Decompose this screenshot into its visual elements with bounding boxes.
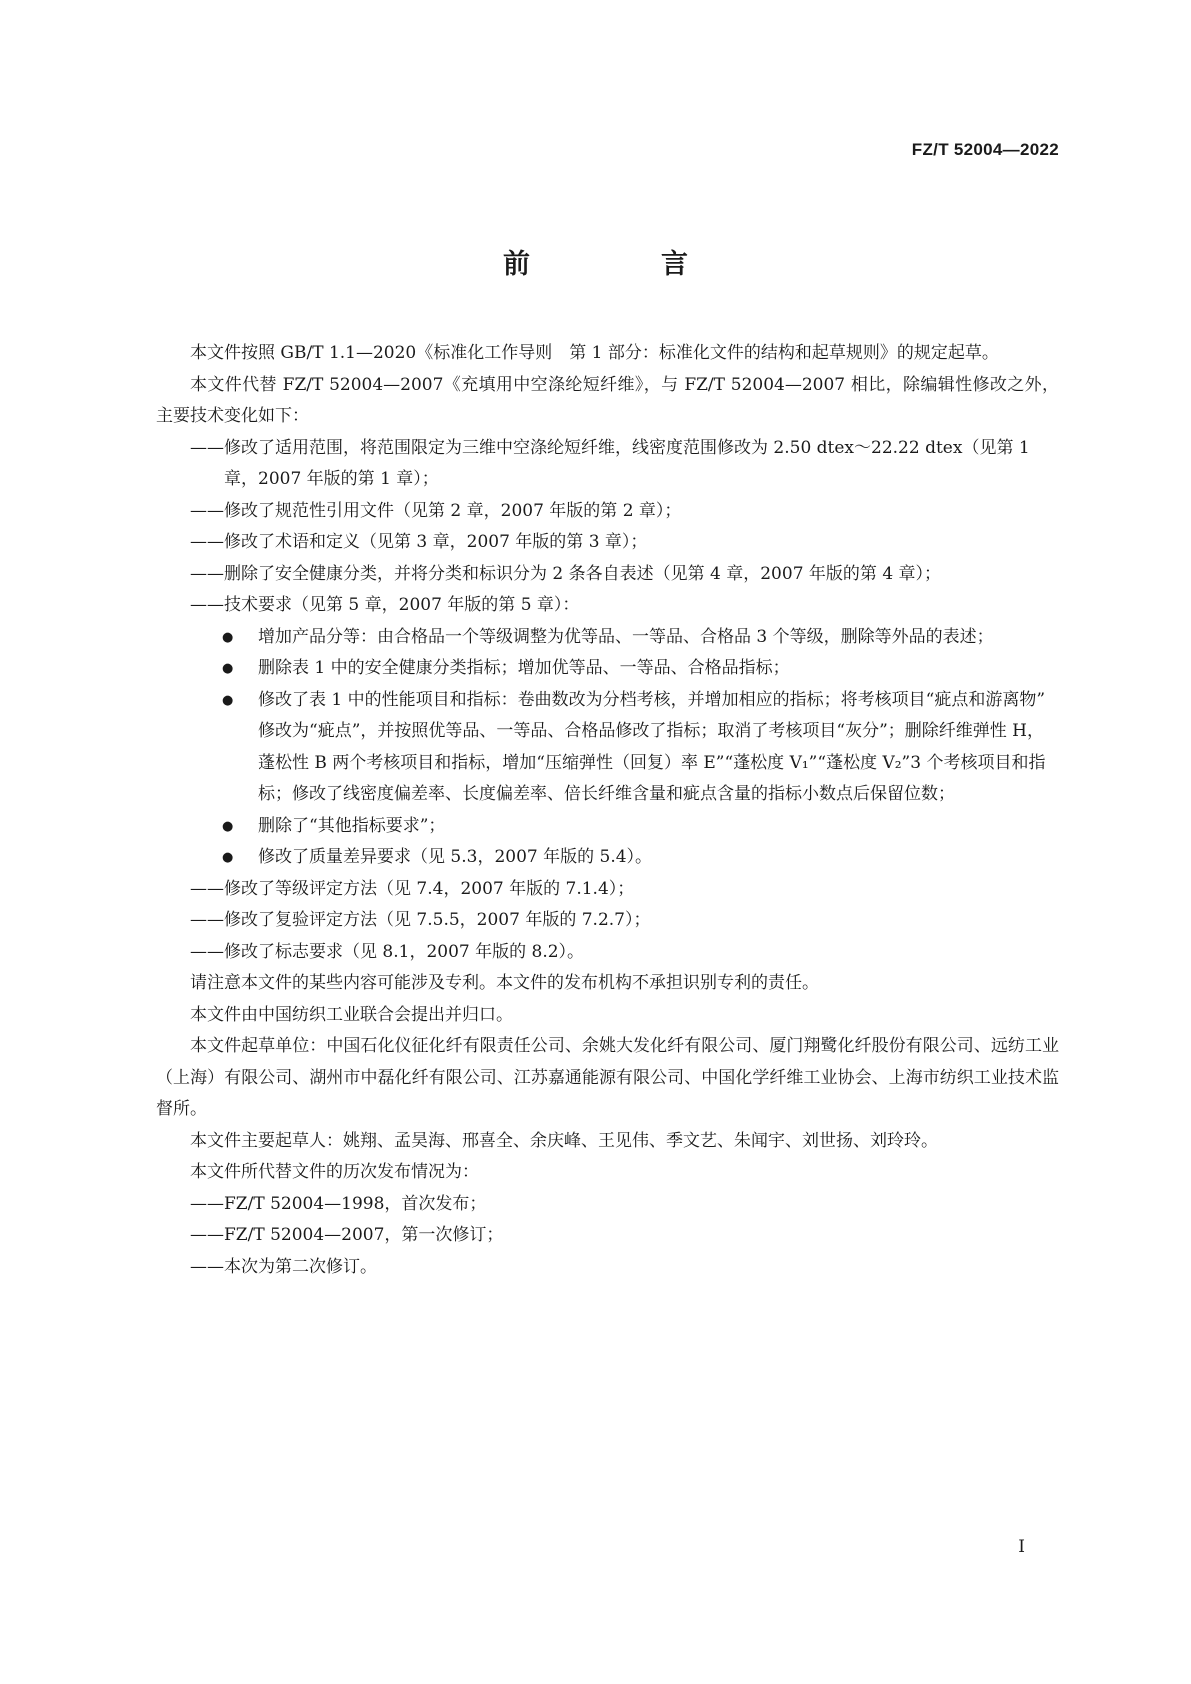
change-item: ——修改了复验评定方法（见 7.5.5，2007 年版的 7.2.7）； [190, 910, 651, 930]
change-item: ——技术要求（见第 5 章，2007 年版的第 5 章）： [190, 595, 580, 615]
change-item: ——修改了术语和定义（见第 3 章，2007 年版的第 3 章）； [190, 532, 648, 552]
note-paragraph: 请注意本文件的某些内容可能涉及专利。本文件的发布机构不承担识别专利的责任。 [190, 973, 819, 993]
bullet-text: 修改了质量差异要求（见 5.3，2007 年版的 5.4）。 [258, 847, 653, 867]
bullet-icon: ● [222, 818, 234, 834]
change-item: ——修改了标志要求（见 8.1，2007 年版的 8.2）。 [190, 941, 585, 962]
history-item: ——FZ/T 52004—2007，第一次修订； [190, 1225, 504, 1245]
bullet-text: 修改了表 1 中的性能项目和指标：卷曲数改为分档考核，并增加相应的指标；将考核项目“疵点和游离物” 修改为“疵点”，并按照优等品、一等品、合格品修改了指标；取消了考核项目“灰分”；删除纤维弹性 H，蓬松性 B 两个考核项目和指标，增加“压缩弹性（回复）率 E”“蓬松度 V₁”“蓬松度 V₂”3 个考核项目和指标；修改了线密度偏差率、长度偏差率、倍长纤维含量和疵点含量的指标小数点后保留位数； [258, 689, 1046, 804]
bullet-icon: ● [222, 629, 234, 645]
bullet-icon: ● [222, 850, 234, 865]
bullet-icon: ● [222, 661, 234, 676]
bullet-text: 删除表 1 中的安全健康分类指标；增加优等品、一等品、合格品指标； [258, 658, 790, 678]
note-paragraph: 本文件所代替文件的历次发布情况为： [190, 1162, 479, 1182]
bullet-item [156, 622, 1059, 654]
change-item: ——修改了适用范围，将范围限定为三维中空涤纶短纤维，线密度范围修改为 2.50 dtex～22.22 dtex（见第 1 章，2007 年版的第 1 章）； [190, 437, 1030, 489]
history-item: ——FZ/T 52004—1998，首次发布； [190, 1193, 487, 1214]
note-paragraph: 本文件由中国纺织工业联合会提出并归口。 [190, 1004, 513, 1025]
bullet-text: 增加产品分等：由合格品一个等级调整为优等品、一等品、合格品 3 个等级，删除等外品的表述； [258, 626, 994, 647]
bullet-item [156, 685, 1059, 811]
page-title: 前 言 [503, 249, 740, 280]
bullet-item [156, 842, 1059, 874]
bullet-icon: ● [222, 692, 234, 708]
note-paragraph: 本文件起草单位：中国石化仪征化纤有限责任公司、余姚大发化纤有限公司、厦门翔鹭化纤股份有限公司、远纺工业（上海）有限公司、湖州市中磊化纤有限公司、江苏嘉通能源有限公司、中国化学纤维工业协会、上海市纺织工业技术监督所。 [156, 1036, 1059, 1119]
preface-body [156, 338, 1059, 1283]
paragraph: 本文件按照 GB/T 1.1—2020《标准化工作导则 第 1 部分：标准化文件的结构和起草规则》的规定起草。 [190, 343, 999, 363]
change-item: ——修改了等级评定方法（见 7.4，2007 年版的 7.1.4）； [190, 878, 635, 899]
bullet-item [156, 811, 1059, 843]
history-item: ——本次为第二次修订。 [190, 1256, 377, 1277]
bullet-item [156, 653, 1059, 685]
page-number: I [1018, 1537, 1025, 1557]
paragraph: 本文件代替 FZ/T 52004—2007《充填用中空涤纶短纤维》，与 FZ/T 52004—2007 相比，除编辑性修改之外，主要技术变化如下： [156, 374, 1059, 426]
bullet-text: 删除了“其他指标要求”； [258, 815, 446, 836]
standard-code: FZ/T 52004—2022 [911, 140, 1059, 159]
change-item: ——修改了规范性引用文件（见第 2 章，2007 年版的第 2 章）； [190, 500, 682, 521]
note-paragraph: 本文件主要起草人：姚翔、孟昊海、邢喜全、余庆峰、王见伟、季文艺、朱闻宇、刘世扬、刘玲玲。 [190, 1130, 938, 1151]
change-item: ——删除了安全健康分类，并将分类和标识分为 2 条各自表述（见第 4 章，2007 年版的第 4 章）； [190, 563, 942, 584]
